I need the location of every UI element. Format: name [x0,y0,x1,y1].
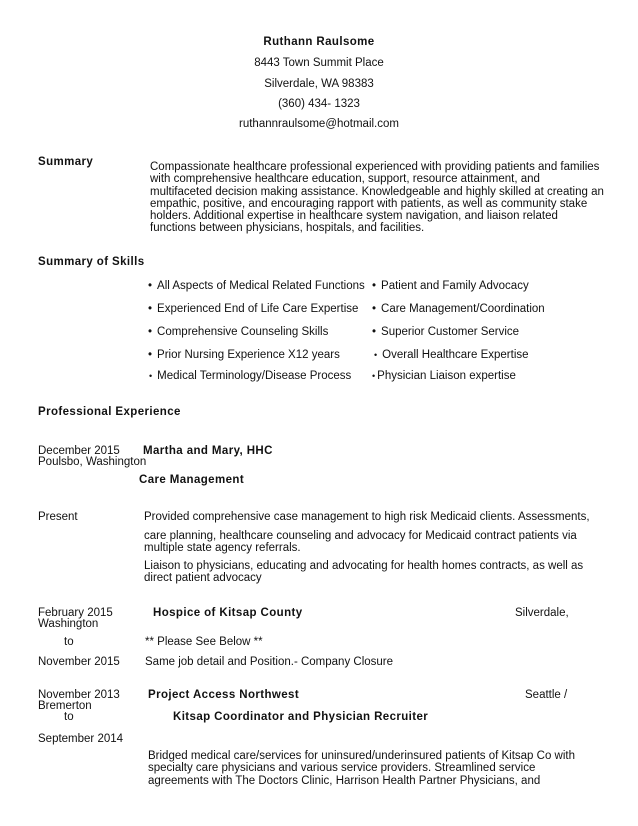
job1-duty: Provided comprehensive case management to high risk Medicaid clients. Assessments, [144,511,590,523]
bullet-icon: • [374,350,378,360]
address-line: 8443 Town Summit Place [254,57,384,69]
city-line: Silverdale, WA 98383 [264,78,374,90]
job1-location: Poulsbo, Washington [38,456,147,468]
job2-note: ** Please See Below ** [145,636,263,648]
skill-item: • Superior Customer Service [372,326,520,338]
skill-item: • Patient and Family Advocacy [372,280,529,292]
job1-title: Care Management [139,474,245,486]
bullet-icon: • [372,326,377,338]
job2-to: to [64,636,74,648]
experience-heading: Professional Experience [38,406,181,418]
job3-duty: Bridged medical care/services for uninsured/underinsured patients of Kitsap Co with specialty care physicians and various service providers. Streamlined service agreements with The Doctors Clinic, Harrison Health Partner Physicians, and [148,750,575,787]
job2-location-city: Silverdale, [515,607,569,619]
job3-organization: Project Access Northwest [148,689,300,701]
skills-heading: Summary of Skills [38,256,145,268]
skill-item: • Overall Healthcare Expertise [374,349,529,361]
job3-location-city: Seattle / [525,689,568,701]
job3-start-date: November 2013 [38,689,120,701]
bullet-icon: • [149,371,153,381]
skill-item: • Care Management/Coordination [372,303,545,315]
bullet-icon: • [148,349,153,361]
job2-start-date: February 2015 [38,607,113,619]
job2-organization: Hospice of Kitsap County [153,607,303,619]
job3-to: to [64,711,74,723]
skill-item: • Physician Liaison expertise [372,370,516,382]
job1-start-date: December 2015 [38,445,120,457]
bullet-icon: • [372,371,376,381]
summary-heading: Summary [38,156,94,168]
job2-end-date: November 2015 [38,656,120,668]
bullet-icon: • [148,326,153,338]
resume-name: Ruthann Raulsome [263,36,375,48]
job3-location-city2: Bremerton [38,700,92,712]
job2-detail: Same job detail and Position.- Company Closure [145,656,394,668]
job3-end-date: September 2014 [38,733,124,745]
skill-item: • All Aspects of Medical Related Functions [148,280,365,292]
summary-paragraph: Compassionate healthcare professional experienced with providing patients and families with comprehensive healthcare education, support, resource attainment, and multifaceted decision making assistance. Knowledgeable and highly skilled at creating an empathic, positive, and encouraging rapport with patients, as well as community stake holders. Additional expertise in healthcare system navigation, and liaison related functions between physicians, hospitals, and facilities. [150,161,604,235]
bullet-icon: • [148,280,153,292]
job1-organization: Martha and Mary, HHC [143,445,273,457]
skill-item: • Comprehensive Counseling Skills [148,326,329,338]
job1-end-date: Present [38,511,78,523]
bullet-icon: • [372,280,377,292]
bullet-icon: • [148,303,153,315]
phone-line: (360) 434- 1323 [278,98,360,110]
skill-item: • Experienced End of Life Care Expertise [148,303,359,315]
job3-title: Kitsap Coordinator and Physician Recruiter [173,711,429,723]
bullet-icon: • [372,303,377,315]
job1-duty: Liaison to physicians, educating and advocating for health homes contracts, as well as direct patient advocacy [144,560,584,585]
job1-duty: care planning, healthcare counseling and advocacy for Medicaid contract patients via multiple state agency referrals. [144,530,577,555]
email-line: ruthannraulsome@hotmail.com [239,118,399,130]
skill-item: • Prior Nursing Experience X12 years [148,349,340,361]
job2-location-state: Washington [38,618,99,630]
skill-item: • Medical Terminology/Disease Process [149,370,352,382]
